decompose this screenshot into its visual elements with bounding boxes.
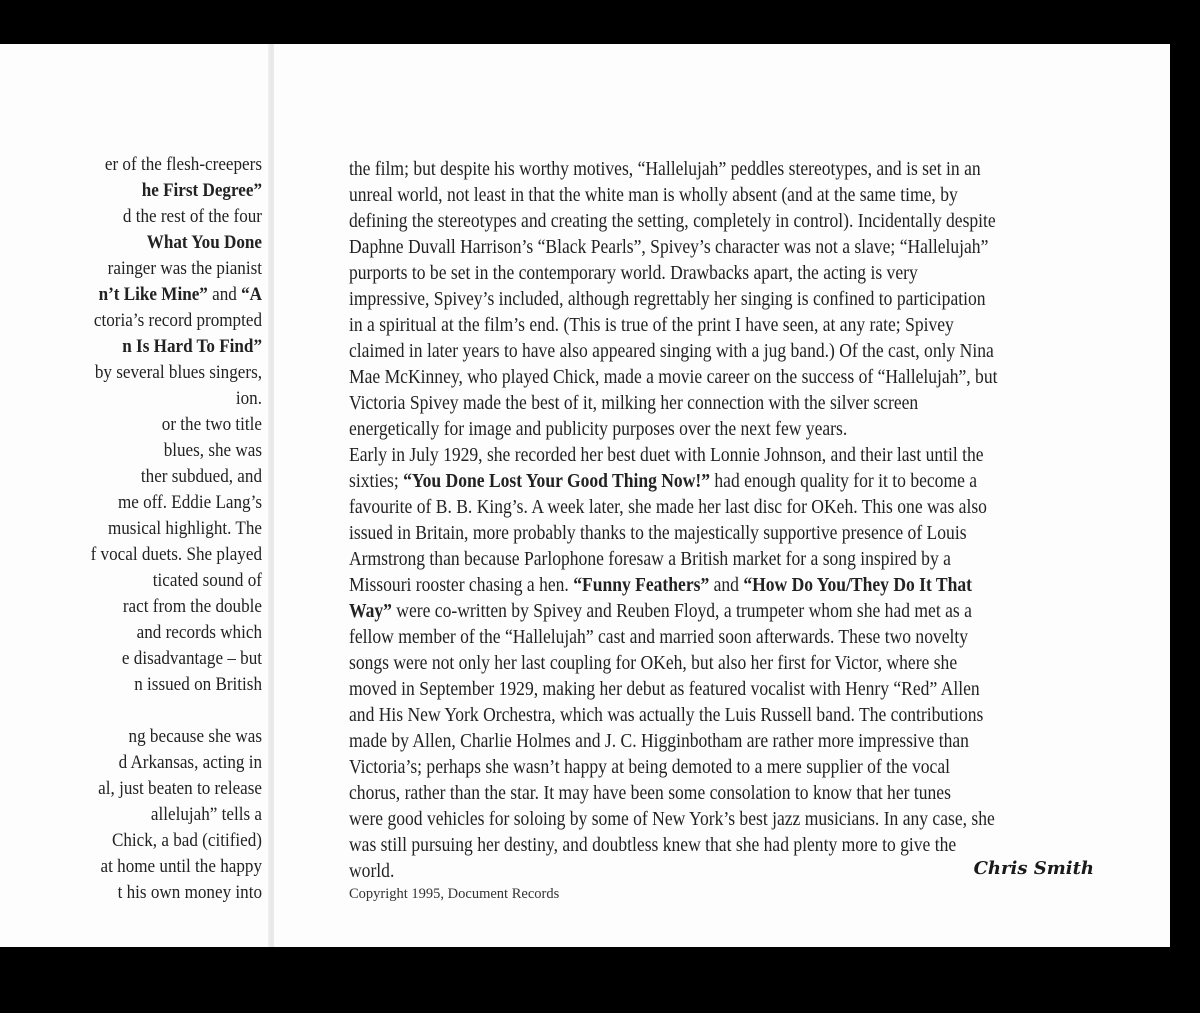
author-signature: Chris Smith xyxy=(973,858,1094,879)
text-line xyxy=(349,235,1069,261)
text-run: defining the stereotypes and creating the setting, completely in control). Incidentally despite xyxy=(349,211,996,232)
text-run: d the rest of the four xyxy=(122,206,262,227)
text-line xyxy=(26,282,262,308)
text-line xyxy=(349,391,1069,417)
text-run: impressive, Spivey’s included, although regrettably her singing is confined to participation xyxy=(349,289,986,310)
text-line xyxy=(349,495,1069,521)
text-line xyxy=(349,755,1069,781)
text-line xyxy=(26,308,262,334)
text-line xyxy=(349,261,1069,287)
text-line xyxy=(26,802,262,828)
text-run: Chick, a bad (citified) xyxy=(111,830,263,851)
text-run: t his own money into xyxy=(117,882,262,903)
text-line xyxy=(26,438,262,464)
text-line xyxy=(349,443,1069,469)
text-run: or the two title xyxy=(161,414,262,435)
text-run: er of the flesh-creepers xyxy=(104,154,263,175)
text-line xyxy=(26,386,262,412)
text-run: the film; but despite his worthy motives, “Hallelujah” peddles stereotypes, and is set in an xyxy=(349,159,981,180)
text-run: rainger was the pianist xyxy=(107,258,263,279)
text-run: ctoria’s record prompted xyxy=(93,310,262,331)
text-run: issued in Britain, more probably thanks to the majestically supportive presence of Louis xyxy=(349,523,967,544)
text-run: d Arkansas, acting in xyxy=(118,752,262,773)
text-run: energetically for image and publicity purposes over the next few years. xyxy=(349,419,848,440)
text-run: Victoria Spivey made the best of it, milking her connection with the silver screen xyxy=(349,393,919,414)
text-run: by several blues singers, xyxy=(94,362,262,383)
text-line xyxy=(349,547,1069,573)
text-line xyxy=(26,880,262,906)
text-run: world. xyxy=(349,861,395,882)
song-title: n’t Like Mine” xyxy=(98,284,208,305)
text-line xyxy=(26,204,262,230)
text-run: and records which xyxy=(136,622,262,643)
paragraph-gap xyxy=(0,698,262,724)
text-line xyxy=(26,672,262,698)
text-run: ther subdued, and xyxy=(140,466,262,487)
text-run: al, just beaten to release xyxy=(98,778,263,799)
song-title: “You Done Lost Your Good Thing Now!” xyxy=(403,471,710,492)
text-line xyxy=(26,776,262,802)
text-line xyxy=(26,542,262,568)
song-title: “How Do You/They Do It That xyxy=(743,575,973,596)
text-run: f vocal duets. She played xyxy=(90,544,262,565)
text-line xyxy=(26,360,262,386)
text-line xyxy=(349,469,1069,495)
text-line xyxy=(26,412,262,438)
text-run: and xyxy=(207,284,242,305)
text-line xyxy=(349,677,1069,703)
text-line xyxy=(349,807,1069,833)
song-title: Way” xyxy=(349,601,392,622)
text-run: musical highlight. The xyxy=(107,518,263,539)
copyright-notice: Copyright 1995, Document Records xyxy=(349,886,560,902)
song-title: he First Degree” xyxy=(141,180,262,201)
text-run: ract from the double xyxy=(122,596,262,617)
song-title: “A xyxy=(241,284,262,305)
text-line xyxy=(26,152,262,178)
text-run: Mae McKinney, who played Chick, made a movie career on the success of “Hallelujah”, but xyxy=(349,367,998,388)
text-run: favourite of B. B. King’s. A week later, she made her last disc for OKeh. This one was also xyxy=(349,497,987,518)
song-title: n Is Hard To Find” xyxy=(122,336,262,357)
text-line xyxy=(349,781,1069,807)
text-run: songs were not only her last coupling for OKeh, but also her first for Victor, where she xyxy=(349,653,958,674)
text-run: purports to be set in the contemporary world. Drawbacks apart, the acting is very xyxy=(349,263,918,284)
text-run: sixties; xyxy=(349,471,404,492)
text-line xyxy=(349,599,1069,625)
text-line xyxy=(349,157,1069,183)
text-line xyxy=(26,516,262,542)
text-line xyxy=(349,573,1069,599)
text-line xyxy=(349,313,1069,339)
text-line xyxy=(349,833,1069,859)
text-line xyxy=(349,417,1069,443)
text-run: Early in July 1929, she recorded her best duet with Lonnie Johnson, and their last until the xyxy=(349,445,984,466)
text-line xyxy=(349,365,1069,391)
text-line xyxy=(26,490,262,516)
text-run: in a spiritual at the film’s end. (This is true of the print I have seen, at any rate; Spivey xyxy=(349,315,954,336)
text-run: moved in September 1929, making her debut as featured vocalist with Henry “Red” Allen xyxy=(349,679,980,700)
text-run: blues, she was xyxy=(163,440,262,461)
text-line xyxy=(349,625,1069,651)
text-line xyxy=(349,287,1069,313)
text-run: ion. xyxy=(235,388,262,409)
text-run: me off. Eddie Lang’s xyxy=(117,492,262,513)
text-run: at home until the happy xyxy=(100,856,262,877)
text-line xyxy=(26,256,262,282)
text-line xyxy=(26,594,262,620)
right-page xyxy=(274,44,1170,947)
text-run: e disadvantage – but xyxy=(121,648,262,669)
text-line xyxy=(26,334,262,360)
text-line xyxy=(26,828,262,854)
text-run: was still pursuing her destiny, and doubtless knew that she had plenty more to give the xyxy=(349,835,957,856)
text-run: were co-written by Spivey and Reuben Floyd, a trumpeter whom she had met as a xyxy=(391,601,972,622)
text-line xyxy=(349,729,1069,755)
text-run: Daphne Duvall Harrison’s “Black Pearls”, Spivey’s character was not a slave; “Hallelujah” xyxy=(349,237,989,258)
text-line xyxy=(26,646,262,672)
song-title: “Funny Feathers” xyxy=(573,575,710,596)
text-run: allelujah” tells a xyxy=(150,804,262,825)
text-run: were good vehicles for soloing by some of New York’s best jazz musicians. In any case, she xyxy=(349,809,995,830)
text-run: ticated sound of xyxy=(152,570,262,591)
text-line xyxy=(26,854,262,880)
text-run: made by Allen, Charlie Holmes and J. C. Higginbotham are rather more impressive than xyxy=(349,731,969,752)
text-line xyxy=(26,724,262,750)
text-run: and His New York Orchestra, which was actually the Luis Russell band. The contributions xyxy=(349,705,984,726)
text-line xyxy=(349,703,1069,729)
text-line xyxy=(349,651,1069,677)
text-line xyxy=(26,464,262,490)
left-page xyxy=(0,44,270,947)
song-title: What You Done xyxy=(146,232,262,253)
text-run: fellow member of the “Hallelujah” cast and married soon afterwards. These two novelty xyxy=(349,627,969,648)
text-run: unreal world, not least in that the white man is wholly absent (and at the same time, by xyxy=(349,185,958,206)
text-run: had enough quality for it to become a xyxy=(709,471,978,492)
text-run: Victoria’s; perhaps she wasn’t happy at being demoted to a mere supplier of the vocal xyxy=(349,757,951,778)
text-line xyxy=(26,750,262,776)
text-line xyxy=(26,230,262,256)
text-line xyxy=(26,620,262,646)
text-line xyxy=(349,859,1069,885)
text-line xyxy=(349,209,1069,235)
text-run: claimed in later years to have also appeared singing with a jug band.) Of the cast, only Nina xyxy=(349,341,994,362)
text-run: ng because she was xyxy=(128,726,262,747)
text-run: Missouri rooster chasing a hen. xyxy=(349,575,574,596)
text-run: chorus, rather than the star. It may have been some consolation to know that her tunes xyxy=(349,783,951,804)
text-run: and xyxy=(709,575,744,596)
left-column-text xyxy=(0,152,270,906)
text-line xyxy=(26,568,262,594)
text-line xyxy=(349,183,1069,209)
text-line xyxy=(349,521,1069,547)
text-run: Armstrong than because Parlophone foresaw a British market for a song inspired by a xyxy=(349,549,951,570)
text-run: n issued on British xyxy=(134,674,262,695)
text-line xyxy=(26,178,262,204)
text-line xyxy=(349,339,1069,365)
right-column-text xyxy=(349,157,1149,885)
